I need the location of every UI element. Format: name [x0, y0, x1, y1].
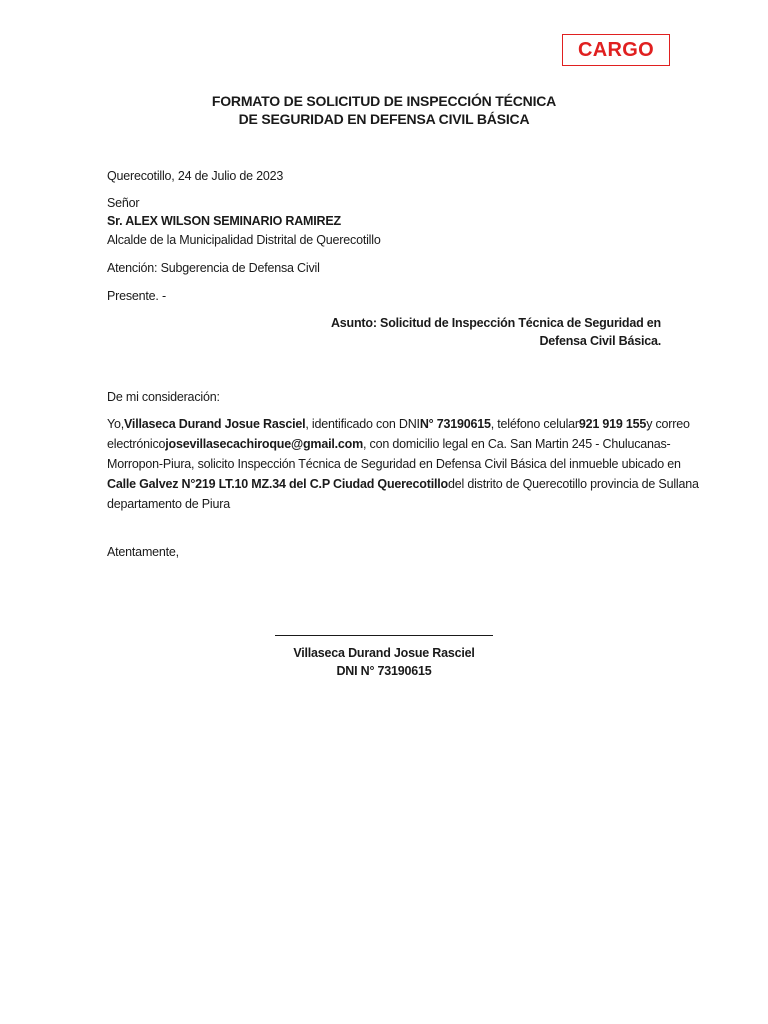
- body-line: [107, 414, 690, 434]
- body-text: , con domicilio legal en Ca. San Martin 245 - Chulucanas-: [363, 437, 671, 451]
- signature-name: Villaseca Durand Josue Rasciel: [293, 646, 475, 660]
- body-line: [107, 454, 681, 474]
- salutation: Señor: [107, 196, 140, 210]
- signature-line: [275, 635, 493, 636]
- body-line: [107, 434, 671, 454]
- body-text: departamento de Piura: [107, 497, 230, 511]
- signature-dni: DNI N° 73190615: [336, 664, 432, 678]
- recipient-title: Alcalde de la Municipalidad Distrital de Querecotillo: [107, 233, 381, 247]
- document-title-line-1: FORMATO DE SOLICITUD DE INSPECCIÓN TÉCNICA: [211, 93, 557, 109]
- subject-line-2: Defensa Civil Básica.: [539, 334, 661, 348]
- body-text: Yo,: [107, 417, 125, 431]
- place-date: Querecotillo, 24 de Julio de 2023: [107, 169, 284, 183]
- presente-line: Presente. -: [107, 289, 166, 303]
- body-text: , identificado con DNI: [305, 417, 420, 431]
- applicant-name: Villaseca Durand Josue Rasciel: [124, 417, 306, 431]
- body-text: del distrito de Querecotillo provincia de Sullana: [447, 477, 699, 491]
- body-text: y correo: [646, 417, 690, 431]
- subject-line-1: Asunto: Solicitud de Inspección Técnica de Seguridad en: [330, 316, 661, 330]
- body-text: , teléfono celular: [490, 417, 579, 431]
- greeting: De mi consideración:: [107, 390, 220, 404]
- document-title-line-2: DE SEGURIDAD EN DEFENSA CIVIL BÁSICA: [238, 111, 530, 127]
- attention-line: Atención: Subgerencia de Defensa Civil: [107, 261, 320, 275]
- body-line: [107, 474, 699, 494]
- property-address: Calle Galvez N°219 LT.10 MZ.34 del C.P Ciudad Querecotillo: [107, 477, 448, 491]
- body-line: [107, 494, 660, 514]
- body-paragraph: [107, 414, 699, 514]
- email-address: josevillasecachiroque@gmail.com: [165, 437, 363, 451]
- closing: Atentamente,: [107, 545, 179, 559]
- body-text: Morropon-Piura, solicito Inspección Técnica de Seguridad en Defensa Civil Básica del inmueble ubicado en: [107, 457, 681, 471]
- recipient-name: Sr. ALEX WILSON SEMINARIO RAMIREZ: [107, 214, 341, 228]
- dni-value: N° 73190615: [419, 417, 491, 431]
- phone-number: 921 919 155: [578, 417, 647, 431]
- cargo-stamp: CARGO: [562, 34, 670, 66]
- body-text: electrónico: [107, 437, 166, 451]
